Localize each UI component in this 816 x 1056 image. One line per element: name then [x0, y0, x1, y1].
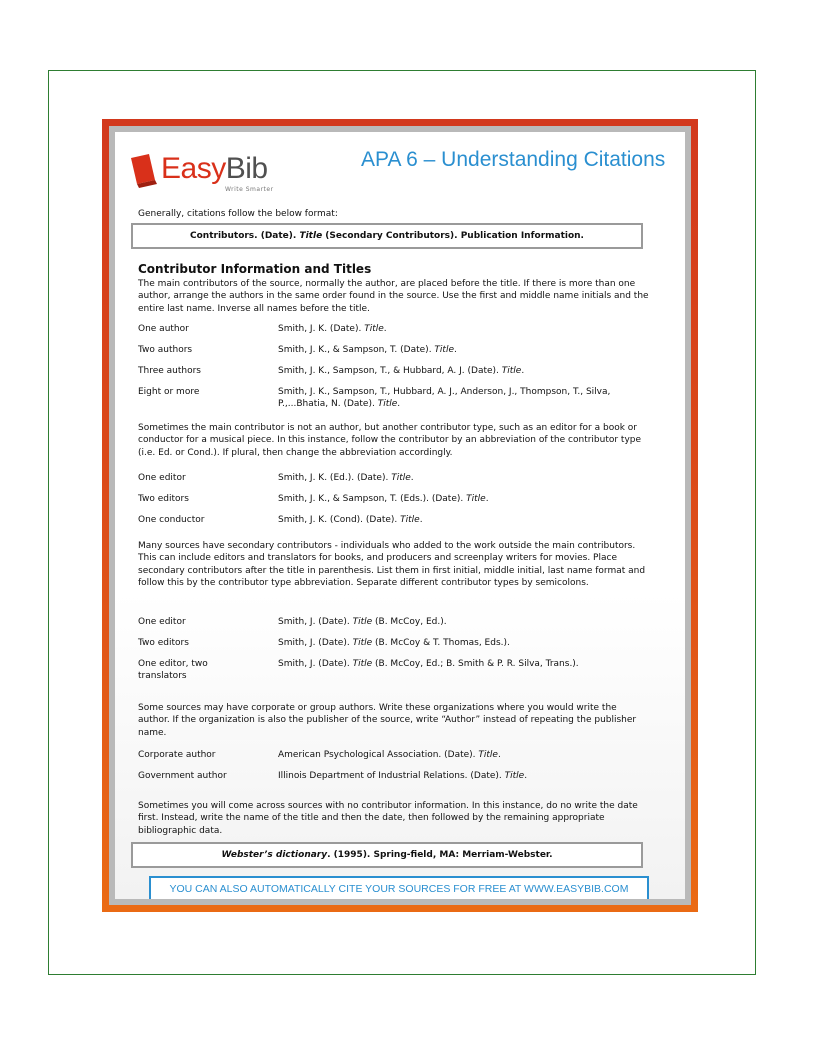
logo-bib: Bib [225, 152, 268, 185]
format-box: Contributors. (Date). Title (Secondary Contributors). Publication Information. [131, 223, 643, 249]
row-label: One editor [138, 473, 186, 483]
row-example: Smith, J. (Date). Title (B. McCoy & T. Thomas, Eds.). [278, 638, 510, 648]
row-label: One author [138, 324, 189, 334]
document-border [102, 119, 698, 912]
row-example: Smith, J. K., & Sampson, T. (Eds.). (Date). Title. [278, 494, 489, 504]
row-example: Smith, J. (Date). Title (B. McCoy, Ed.; B. Smith & P. R. Silva, Trans.). [278, 659, 579, 669]
easybib-logo [129, 150, 289, 194]
logo-easy: Easy [161, 152, 226, 185]
paragraph: Sometimes you will come across sources with no contributor information. In this instance, do no write the date first. Instead, write the name of the title and then the date, then followed by the remaining appropriate bibliographic data. [138, 801, 638, 836]
row-label: One editor, two translators [138, 659, 208, 682]
row-example: Smith, J. (Date). Title (B. McCoy, Ed.). [278, 617, 447, 627]
row-label: Eight or more [138, 387, 200, 397]
paragraph: Many sources have secondary contributors - individuals who added to the work outside the main contributors. This can include editors and translators for books, and producers and screenplay writers for movies. Place secondary contributors after the title in parenthesis. List them in first initial, middle initial, last name format and follow this by the contributor type abbreviation. Separate different contributor types by semicolons. [138, 541, 646, 588]
row-example: Smith, J. K. (Date). Title. [278, 324, 387, 334]
row-example: American Psychological Association. (Date). Title. [278, 750, 501, 760]
citation-sheet [115, 132, 685, 899]
paragraph: Sometimes the main contributor is not an author, but another contributor type, such as an editor for a book or conductor for a musical piece. In this instance, follow the contributor by an abbreviation of the contributor type (i.e. Ed. or Cond.). If plural, then change the abbreviation accordingly. [138, 423, 642, 458]
row-label: Government author [138, 771, 227, 781]
row-label: Three authors [138, 366, 201, 376]
row-label: One conductor [138, 515, 205, 525]
row-label: Two editors [138, 494, 189, 504]
row-label: One editor [138, 617, 186, 627]
intro-text: Generally, citations follow the below format: [138, 209, 338, 219]
row-example: Smith, J. K., Sampson, T., & Hubbard, A. J. (Date). Title. [278, 366, 525, 376]
row-label: Two editors [138, 638, 189, 648]
easybib-cta-link[interactable]: YOU CAN ALSO AUTOMATICALLY CITE YOUR SOURCES FOR FREE AT WWW.EASYBIB.COM [149, 876, 649, 899]
row-label: Two authors [138, 345, 193, 355]
row-example: Illinois Department of Industrial Relations. (Date). Title. [278, 771, 528, 781]
logo-tagline: Write Smarter [225, 186, 274, 193]
no-author-example-box: Webster’s dictionary. (1995). Spring-field, MA: Merriam-Webster. [131, 842, 643, 868]
section-title: Contributor Information and Titles [138, 262, 372, 276]
paragraph: Some sources may have corporate or group authors. Write these organizations where you would write the author. If the organization is also the publisher of the source, write “Author” instead of repeating the publisher name. [138, 703, 637, 738]
row-example: Smith, J. K. (Cond). (Date). Title. [278, 515, 423, 525]
row-example: Smith, J. K. (Ed.). (Date). Title. [278, 473, 414, 483]
document-title: APA 6 – Understanding Citations [361, 148, 666, 171]
book-icon [129, 154, 159, 188]
paragraph: The main contributors of the source, normally the author, are placed before the title. If there is more than one author, arrange the authors in the same order found in the source. Use the first and middle name initials and the entire last name. Inverse all names before the title. [138, 279, 649, 314]
row-example: Smith, J. K., & Sampson, T. (Date). Title. [278, 345, 457, 355]
row-example: Smith, J. K., Sampson, T., Hubbard, A. J., Anderson, J., Thompson, T., Silva, P.,...Bhatia, N. (Date). Title. [278, 387, 611, 410]
row-label: Corporate author [138, 750, 216, 760]
